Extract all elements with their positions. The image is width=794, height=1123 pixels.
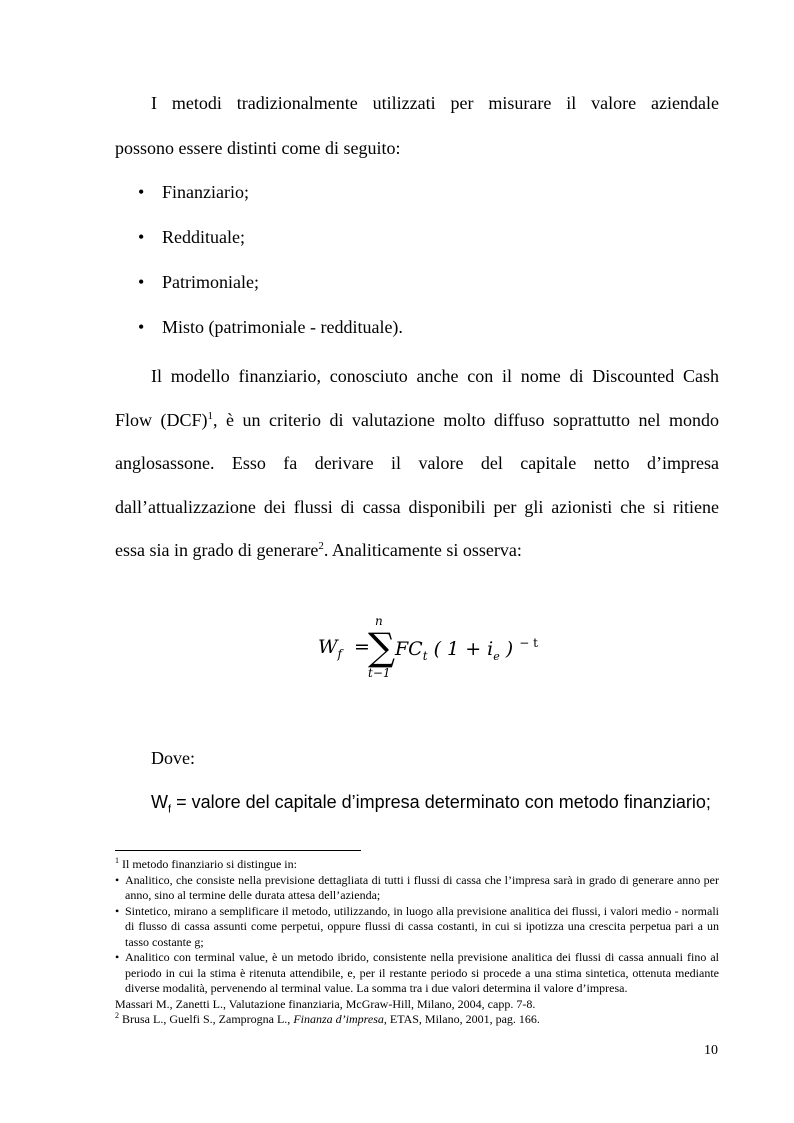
list-item-text: Patrimoniale; [162,272,259,292]
formula-equals: = [354,636,370,658]
list-item [138,270,403,315]
paragraph-2-line [115,529,719,573]
formula-rate-sub: e [493,649,500,663]
bullet-icon: • [138,317,145,337]
footnote-1 [115,857,719,873]
page-number: 10 [704,1043,718,1058]
formula-body [395,636,538,663]
footnote-item-text: Sintetico, mirano a semplificare il metodo, utilizzando, in luogo alla previsione analitica dei flussi, i valori medio - normali di flusso di cassa assunti come perpetui, oppure flussi di cassa costanti, in cui si ipotizza una crescita perpetua pari a un tasso costante g; [125,903,719,949]
wf-text: = valore del capitale d’impresa determinato con metodo finanziario; [171,792,711,812]
wf-sub: f [168,803,172,816]
bullet-icon: • [138,227,145,247]
footnote-item-text: Analitico con terminal value, è un metodo ibrido, consistente nella previsione analitica dei flussi di cassa annuali fino al periodo in cui la stima è ritenuta attendibile, e, per il restante periodo si procede a una stima sintetica, ottenuta mediante diverse modalità, pervenendo al terminal value. La somma tra i due valori determina il valore d’impresa. [125,950,719,995]
bullet-icon: • [138,272,145,292]
bullet-icon: • [115,950,120,964]
formula-lhs [318,636,342,661]
formula-exponent: − t [519,636,538,650]
text-run: essa sia in grado di generare [115,540,319,560]
list-item-text: Misto (patrimoniale - reddituale). [162,317,403,337]
formula-fc-sub: t [422,648,428,663]
footnote-text: Brusa L., Guelfi S., Zamprogna L., [119,1012,294,1026]
footnote-reference: Massari M., Zanetti L., Valutazione finanziaria, McGraw-Hill, Milano, 2004, capp. 7-8. [115,996,536,1011]
paragraph-2-line: anglosassone. Esso fa derivare il valore del capitale netto d’impresa [115,453,719,473]
list-item [138,315,403,360]
footnote-list-item [115,950,719,997]
footnote-item-text: Analitico, che consiste nella previsione dettagliata di tutti i flussi di cassa che l’impresa sarà in grado di generare anno per anno, sino al termine delle durata attesa dell’azienda; [125,872,719,902]
bullet-icon: • [115,903,120,918]
footnote-number: 1 [115,856,119,865]
list-item-text: Reddituale; [162,227,245,247]
sum-lower-limit: t−1 [368,666,391,680]
paragraph-2-line [115,399,719,443]
text-run: Flow (DCF) [115,409,208,430]
footnote-book-title: Finanza d’impresa [293,1012,384,1026]
paragraph-1-line-1: I metodi tradizionalmente utilizzati per misurare il valore aziendale [151,93,719,113]
footnote-number: 2 [115,1011,119,1020]
bullet-icon: • [115,872,120,887]
list-item-text: Finanziario; [162,182,249,202]
list-item [138,225,403,270]
text-run: , è un criterio di valutazione molto diffuso soprattutto nel mondo [213,409,720,430]
dove-label: Dove: [151,748,195,768]
list-item [138,180,403,225]
formula-paren-close: ) [505,638,514,660]
paragraph-2-line: dall’attualizzazione dei flussi di cassa disponibili per gli azionisti che si ritiene [115,496,719,517]
footnote-divider [115,850,361,851]
bullet-icon: • [138,182,145,202]
footnote-ref-2[interactable]: 2 [318,540,324,552]
paragraph-1-line-2: possono essere distinti come di seguito: [115,138,401,158]
formula-w-sub: f [337,646,342,661]
formula-paren-open: ( 1 + i [433,638,494,660]
paragraph-2 [115,355,719,573]
footnote-text: , ETAS, Milano, 2001, pag. 166. [383,1012,540,1026]
sum-upper-limit: n [375,614,383,628]
formula-fc: FC [395,638,423,660]
paragraph-2-line: Il modello finanziario, conosciuto anche con il nome di Discounted Cash [151,366,719,386]
footnote-2 [115,1012,719,1028]
footnote-list-item [115,873,719,904]
dcf-formula [318,614,558,686]
text-run: . Analiticamente si osserva: [323,540,522,560]
formula-w: W [318,636,338,658]
wf-symbol: W [151,792,168,812]
wf-definition [151,792,711,816]
summation-icon: ∑ [368,625,396,669]
footnote-list-item [115,904,719,951]
method-list [138,180,403,360]
footnote-text: Il metodo finanziario si distingue in: [119,857,297,871]
footnote-ref-1[interactable]: 1 [207,409,214,422]
footnotes [115,857,719,1028]
